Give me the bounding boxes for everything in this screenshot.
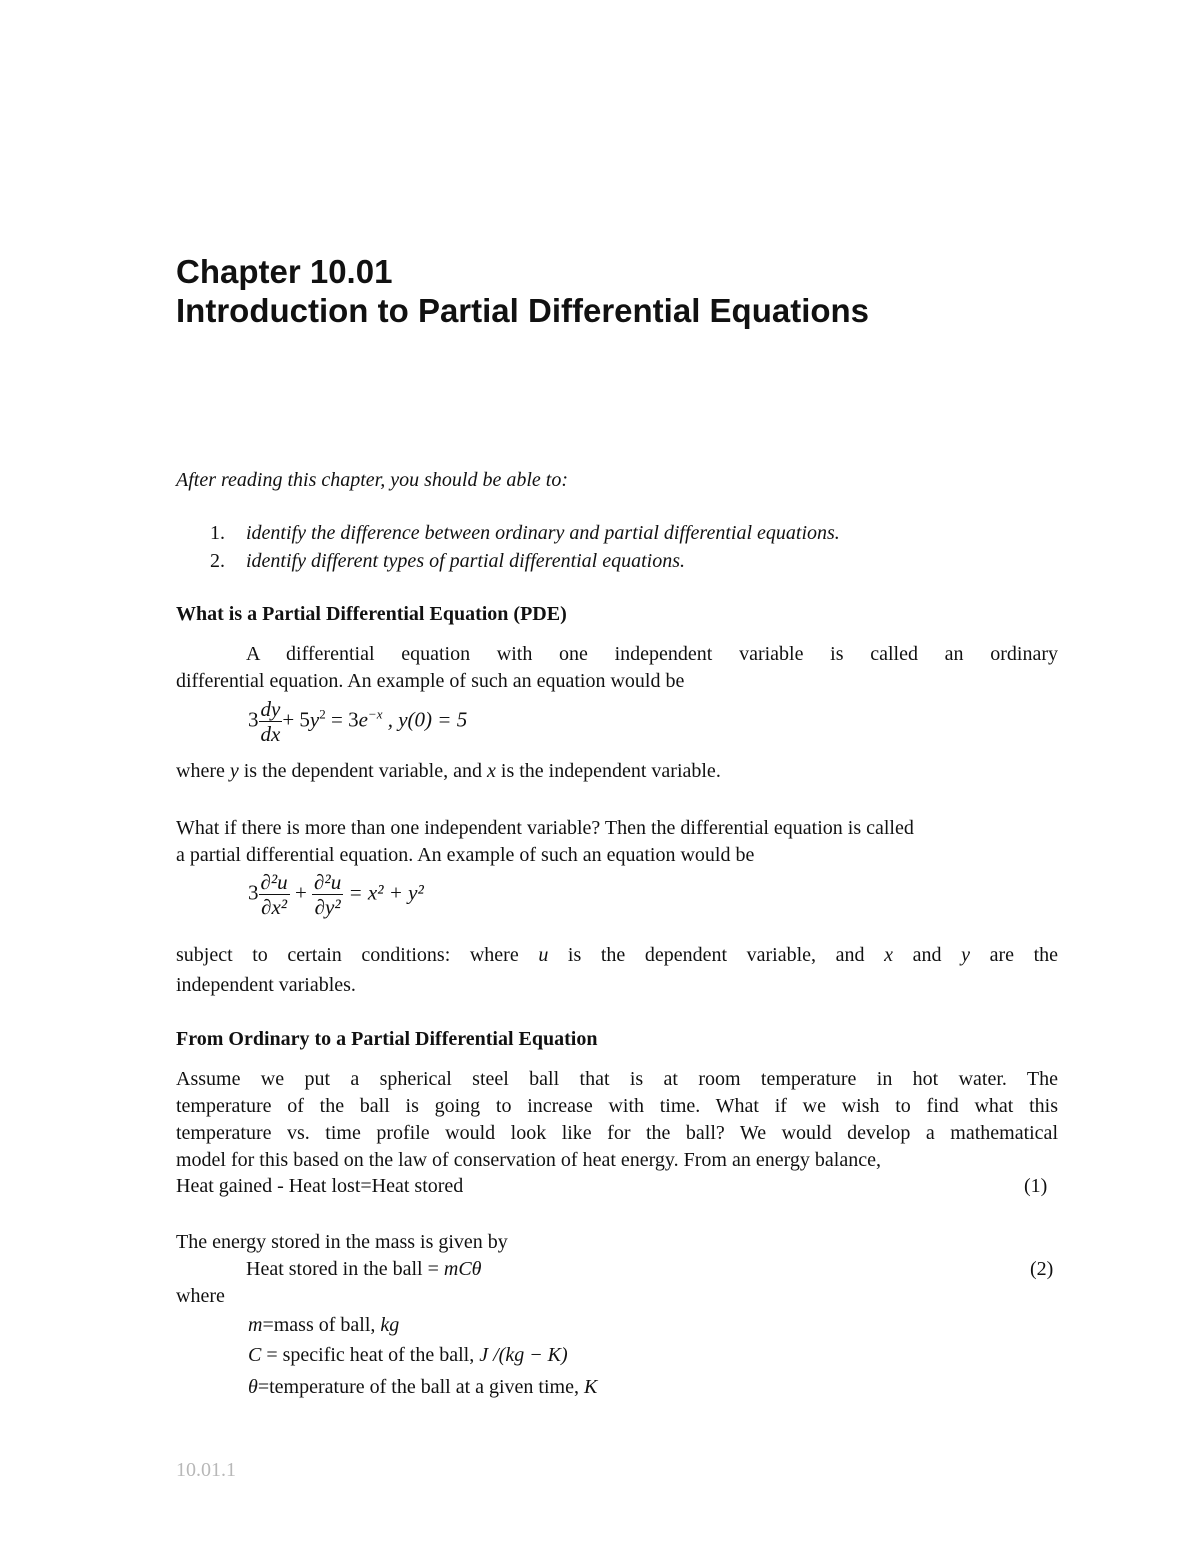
pde-variable-description [176, 942, 1058, 969]
paragraph-line: A differential equation with one independent variable is called an ordinary [246, 643, 1058, 665]
text: and [912, 944, 942, 966]
def-text: =temperature of the ball at a given time, [257, 1376, 579, 1398]
ode-condition: , y(0) = 5 [382, 707, 468, 732]
def-unit: K [583, 1376, 598, 1398]
math-var: x [487, 760, 496, 782]
math-var: u [538, 944, 549, 966]
paragraph-line: independent variables. [176, 974, 356, 996]
text: are the [989, 944, 1059, 966]
pde-plus: + [294, 880, 307, 905]
pde-numerator: ∂²u [260, 870, 288, 894]
page-number: 10.01.1 [176, 1459, 236, 1481]
paragraph-line: differential equation. An example of such an equation would be [176, 670, 685, 692]
paragraph-line: Assume we put a spherical steel ball that is at room temperature in hot water. The [176, 1068, 1058, 1090]
ode-coefficient: 3 [248, 707, 259, 732]
equation-2-math: mCθ [443, 1258, 482, 1280]
def-unit: J /(kg − K) [479, 1344, 568, 1366]
pde-denominator: ∂y² [314, 895, 341, 919]
ode-equation [248, 697, 467, 746]
pde-denominator: ∂x² [261, 895, 288, 919]
paragraph-line: The energy stored in the mass is given by [176, 1231, 508, 1253]
section-heading-pde: What is a Partial Differential Equation (PDE) [176, 603, 567, 625]
section-heading-ode-to-pde: From Ordinary to a Partial Differential Equation [176, 1028, 598, 1050]
equation-1-text: Heat gained - Heat lost=Heat stored [176, 1175, 464, 1197]
pde-fraction-y [312, 870, 343, 919]
pde-fraction-x [259, 870, 290, 919]
ode-e-exponent: −x [367, 706, 383, 722]
def-symbol: θ [248, 1376, 258, 1398]
objective-text-2: identify different types of partial differential equations. [246, 550, 686, 572]
def-unit: kg [380, 1314, 400, 1336]
definition-mass [248, 1312, 399, 1339]
objective-number-1: 1. [210, 522, 225, 544]
equation-2 [246, 1256, 482, 1283]
def-text: = specific heat of the ball, [266, 1344, 475, 1366]
paragraph-line: a partial differential equation. An example of such an equation would be [176, 844, 755, 866]
chapter-number: Chapter 10.01 [176, 253, 393, 290]
ode-numerator: dy [260, 697, 281, 721]
ode-denominator: dx [260, 722, 281, 746]
def-symbol: C [248, 1344, 262, 1366]
objective-number-2: 2. [210, 550, 225, 572]
text: subject to certain conditions: where [176, 944, 519, 966]
ode-y-exponent: 2 [319, 706, 326, 722]
math-var: y [961, 944, 970, 966]
paragraph-line: What if there is more than one independent variable? Then the differential equation is called [176, 817, 914, 839]
math-var: x [884, 944, 893, 966]
pde-equation [248, 870, 424, 919]
def-symbol: m [248, 1314, 263, 1336]
ode-derivative-fraction [259, 697, 283, 746]
ode-variable-description [176, 758, 721, 785]
definition-temperature [248, 1374, 597, 1401]
equation-2-number: (2) [1030, 1258, 1054, 1280]
text: is the independent variable. [500, 760, 721, 782]
pde-rhs: = x² + y² [348, 880, 424, 905]
equation-2-text: Heat stored in the ball = [246, 1258, 439, 1280]
text: is the dependent variable, and [243, 760, 482, 782]
chapter-title: Introduction to Partial Differential Equations [176, 292, 870, 329]
paragraph-line: model for this based on the law of conservation of heat energy. From an energy balance, [176, 1149, 881, 1171]
ode-y: y [309, 707, 320, 732]
objective-text-1: identify the difference between ordinary and partial differential equations. [246, 522, 840, 544]
text: where [176, 760, 225, 782]
paragraph-line: temperature of the ball is going to increase with time. What if we wish to find what this [176, 1095, 1058, 1117]
math-var: y [229, 760, 239, 782]
paragraph-line: temperature vs. time profile would look like for the ball? We would develop a mathematical [176, 1122, 1058, 1144]
pde-coefficient: 3 [248, 880, 259, 905]
objectives-intro: After reading this chapter, you should be able to: [176, 469, 568, 491]
definition-specific-heat [248, 1342, 568, 1369]
ode-term: = 3 [325, 707, 359, 732]
equation-1-number: (1) [1024, 1175, 1048, 1197]
ode-e: e [358, 707, 368, 732]
pde-numerator: ∂²u [314, 870, 342, 894]
ode-term: + 5 [282, 707, 310, 732]
where-label: where [176, 1285, 225, 1307]
def-text: =mass of ball, [262, 1314, 376, 1336]
text: is the dependent variable, and [567, 944, 865, 966]
